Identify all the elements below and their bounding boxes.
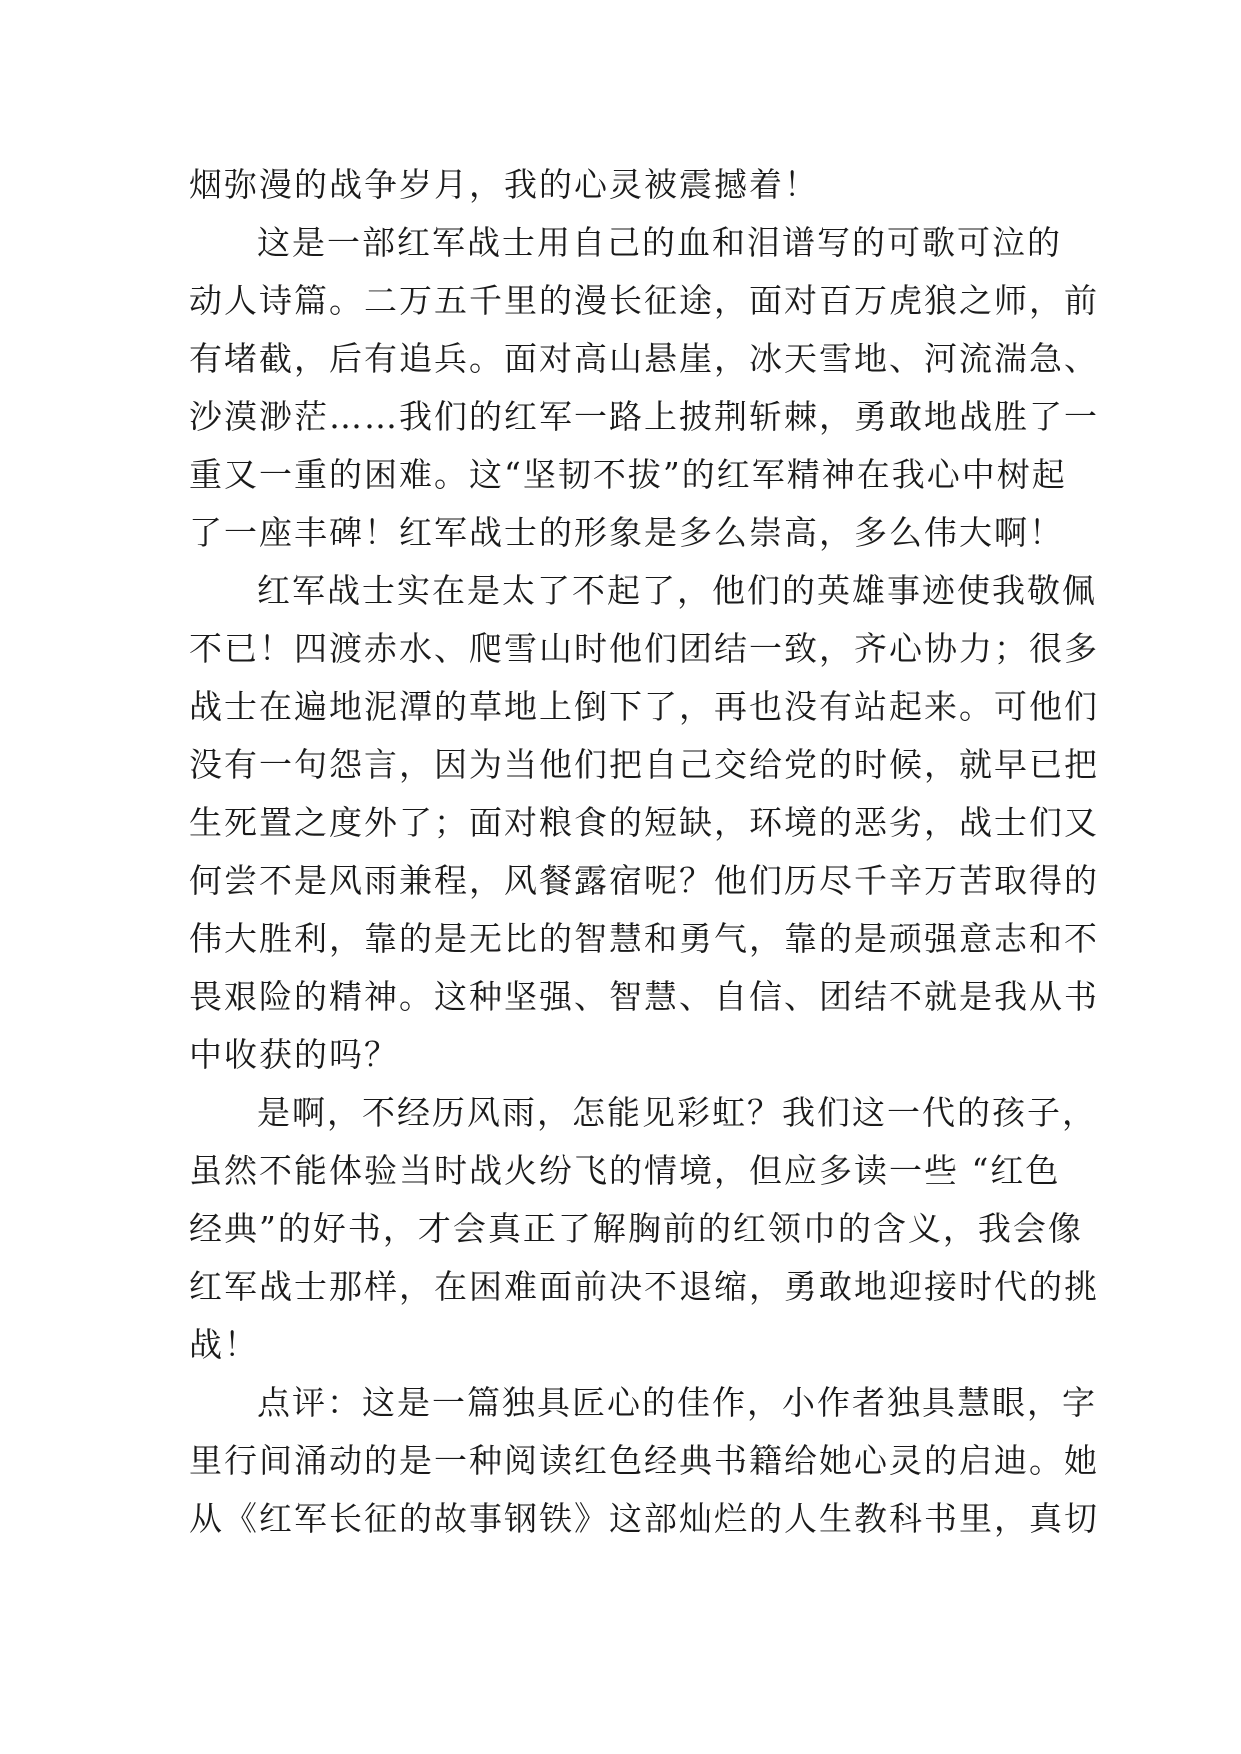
text-line: 畏艰险的精神。这种坚强、智慧、自信、团结不就是我从书 xyxy=(189,977,1099,1016)
text-line: 重又一重的困难。这“坚韧不拔”的红军精神在我心中树起 xyxy=(189,455,1067,494)
text-line: 有堵截，后有追兵。面对高山悬崖，冰天雪地、河流湍急、 xyxy=(189,339,1099,378)
text-line: 战！ xyxy=(189,1325,259,1364)
paragraph-start-line: 这是一部红军战士用自己的血和泪谱写的可歌可泣的 xyxy=(257,223,1062,262)
comment-paragraph-start-line: 点评：这是一篇独具匠心的佳作，小作者独具慧眼，字 xyxy=(257,1383,1097,1422)
document-body xyxy=(189,156,1099,1548)
paragraph-start-line: 是啊，不经历风雨，怎能见彩虹？我们这一代的孩子， xyxy=(257,1093,1097,1132)
text-line: 伟大胜利，靠的是无比的智慧和勇气，靠的是顽强意志和不 xyxy=(189,919,1099,958)
text-line: 烟弥漫的战争岁月，我的心灵被震撼着！ xyxy=(189,165,819,204)
text-line: 战士在遍地泥潭的草地上倒下了，再也没有站起来。可他们 xyxy=(189,687,1099,726)
text-line: 不已！四渡赤水、爬雪山时他们团结一致，齐心协力；很多 xyxy=(189,629,1099,668)
text-line: 了一座丰碑！红军战士的形象是多么崇高，多么伟大啊！ xyxy=(189,513,1064,552)
text-line: 经典”的好书，才会真正了解胸前的红领巾的含义，我会像 xyxy=(189,1209,1083,1248)
text-line: 动人诗篇。二万五千里的漫长征途，面对百万虎狼之师，前 xyxy=(189,281,1099,320)
text-line: 沙漠渺茫……我们的红军一路上披荆斩棘，勇敢地战胜了一 xyxy=(189,397,1099,436)
text-line: 生死置之度外了；面对粮食的短缺，环境的恶劣，战士们又 xyxy=(189,803,1099,842)
paragraph-start-line: 红军战士实在是太了不起了，他们的英雄事迹使我敬佩 xyxy=(257,571,1097,610)
text-line: 何尝不是风雨兼程，风餐露宿呢？他们历尽千辛万苦取得的 xyxy=(189,861,1099,900)
text-line: 里行间涌动的是一种阅读红色经典书籍给她心灵的启迪。她 xyxy=(189,1441,1099,1480)
text-line: 没有一句怨言，因为当他们把自己交给党的时候，就早已把 xyxy=(189,745,1099,784)
text-line: 从《红军长征的故事钢铁》这部灿烂的人生教科书里，真切 xyxy=(189,1499,1099,1538)
text-line: 红军战士那样，在困难面前决不退缩，勇敢地迎接时代的挑 xyxy=(189,1267,1099,1306)
text-line: 中收获的吗？ xyxy=(189,1035,399,1074)
text-line: 虽然不能体验当时战火纷飞的情境，但应多读一些 “红色 xyxy=(189,1151,1061,1190)
